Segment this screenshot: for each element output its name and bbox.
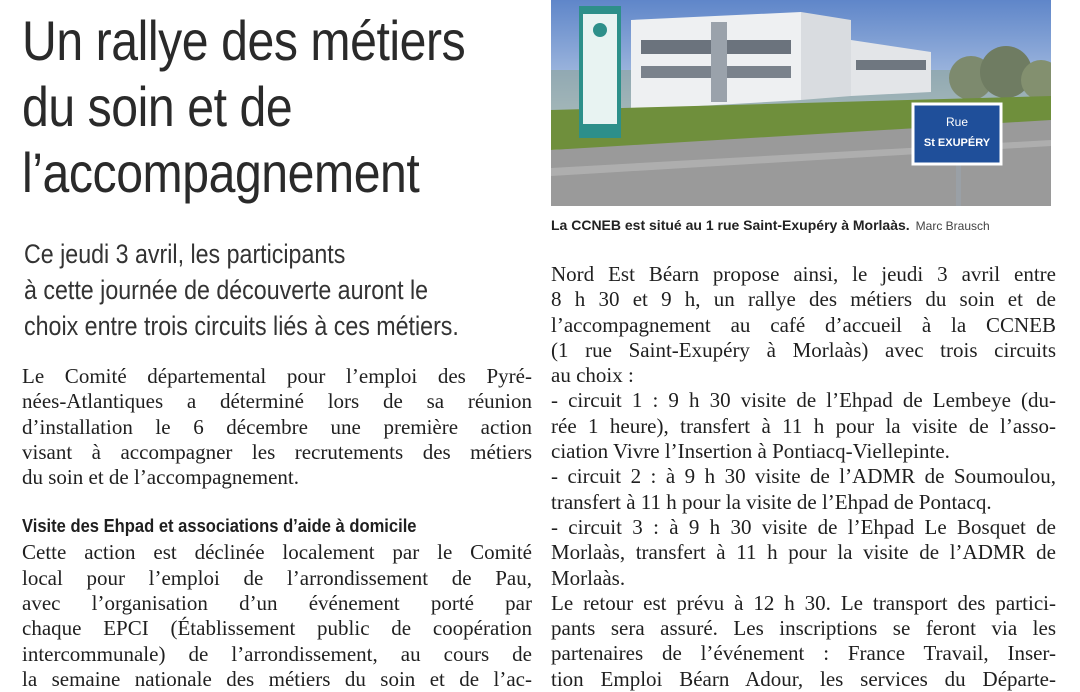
text-line: tion Emploi Béarn Adour, les services du Départe- xyxy=(551,666,1056,691)
text-line: intercommunale) de l’arrondissement, au cours de xyxy=(22,641,532,666)
text-line: avec l’organisation d’un événement porté par xyxy=(22,591,532,616)
title-line: du soin et de xyxy=(22,75,293,138)
text-line: 8 h 30 et 9 h, un rallye des métiers du soin et de xyxy=(551,287,1056,312)
title-line: Un rallye des métiers xyxy=(22,9,466,72)
text-line: - circuit 3 : à 9 h 30 visite de l’Ehpad Le Bosquet de xyxy=(551,514,1056,539)
photo-credit: Marc Brausch xyxy=(915,219,990,233)
intro-paragraph xyxy=(22,364,532,490)
body-paragraph-right xyxy=(551,262,1056,692)
photo-caption xyxy=(551,216,1056,235)
text-line: Le retour est prévu à 12 h 30. Le transport des partici- xyxy=(551,590,1056,615)
right-column xyxy=(551,262,1056,692)
article-title xyxy=(22,8,469,206)
text-line: pants sera assuré. Les inscriptions se feront via les xyxy=(551,616,1056,641)
text-line: transfert à 11 h pour la visite de l’Ehpad de Pontacq. xyxy=(551,489,992,514)
building-photo-illustration xyxy=(551,0,1051,206)
street-sign-line1: Rue xyxy=(945,115,969,129)
text-line: rée 1 heure), transfert à 11 h pour la visite de l’asso- xyxy=(551,413,1056,438)
text-line: local pour l’emploi de l’arrondissement de Pau, xyxy=(22,565,532,590)
text-line: du soin et de l’accompagnement. xyxy=(22,465,299,490)
street-sign-line2: St EXUPÉRY xyxy=(923,137,991,149)
street-sign xyxy=(913,104,1001,164)
caption-text: La CCNEB est situé au 1 rue Saint-Exupéry à Morlaàs. xyxy=(551,217,910,233)
text-line: chaque EPCI (Établissement public de coopération xyxy=(22,616,532,641)
section-subhead: Visite des Ehpad et associations d’aide à domicile xyxy=(22,516,417,537)
body-paragraph xyxy=(22,540,532,692)
lead-line: choix entre trois circuits liés à ces métiers. xyxy=(24,311,459,341)
article-photo xyxy=(551,0,1051,206)
text-line: nées-Atlantiques a déterminé lors de sa réunion xyxy=(22,389,532,414)
text-line: Cette action est déclinée localement par le Comité xyxy=(22,540,532,565)
title-line: l’accompagnement xyxy=(22,141,420,204)
text-line: visant à accompagner les recrutements des métiers xyxy=(22,439,532,464)
text-line: la semaine nationale des métiers du soin et de l’ac- xyxy=(22,666,532,691)
text-line: au choix : xyxy=(551,363,634,388)
text-line: l’accompagnement au café d’accueil à la CCNEB xyxy=(551,312,1056,337)
left-column xyxy=(22,364,532,692)
article-lead xyxy=(24,236,488,344)
text-line: Morlaàs, transfert à 11 h pour la visite de l’ADMR de xyxy=(551,540,1056,565)
lead-line: à cette journée de découverte auront le xyxy=(24,275,429,305)
text-line: - circuit 1 : 9 h 30 visite de l’Ehpad de Lembeye (du- xyxy=(551,388,1056,413)
text-line: ciation Vivre l’Insertion à Pontiacq-Viellepinte. xyxy=(551,439,950,464)
text-line: partenaires de l’événement : France Travail, Inser- xyxy=(551,641,1056,666)
text-line: (1 rue Saint-Exupéry à Morlaàs) avec trois circuits xyxy=(551,337,1056,362)
text-line: Nord Est Béarn propose ainsi, le jeudi 3 avril entre xyxy=(551,262,1056,286)
text-line: - circuit 2 : à 9 h 30 visite de l’ADMR de Soumoulou, xyxy=(551,464,1056,489)
text-line: d’installation le 6 décembre une première action xyxy=(22,414,532,439)
lead-line: Ce jeudi 3 avril, les participants xyxy=(24,239,346,269)
text-line: Le Comité départemental pour l’emploi des Pyré- xyxy=(22,364,532,388)
text-line: Morlaàs. xyxy=(551,565,626,590)
